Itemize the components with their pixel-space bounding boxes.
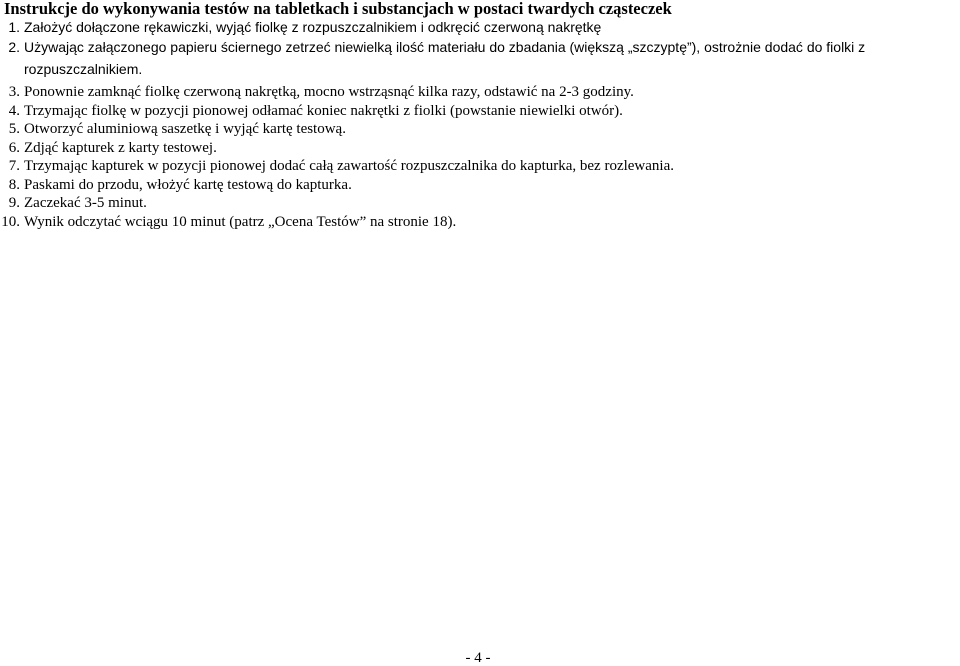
step-number: 3. (8, 84, 20, 100)
step-text: Wynik odczytać wciągu 10 minut (patrz „Ocena Testów” na stronie 18). (24, 213, 457, 230)
page-number (0, 650, 960, 666)
step-number: 5. (8, 121, 20, 137)
step-number: 10. (1, 213, 20, 230)
step-text: Trzymając kapturek w pozycji pionowej dodać całą zawartość rozpuszczalnika do kapturka, bez rozlewania. (24, 158, 675, 174)
step-number: 1. (8, 19, 20, 35)
step-number: 8. (8, 176, 20, 193)
page-number-text: - 4 - (465, 650, 491, 666)
instruction-step-7 (0, 157, 960, 176)
step-number: 7. (8, 158, 20, 174)
step-text: Używając załączonego papieru ściernego zetrzeć niewielką ilość materiału do zbadania (większą „szczyptę”), ostrożnie dodać do fiolki z rozpuszczalnikiem. (24, 39, 866, 77)
step-text: Zdjąć kapturek z karty testowej. (24, 139, 217, 156)
step-text: Ponownie zamknąć fiolkę czerwoną nakrętką, mocno wstrząsnąć kilka razy, odstawić na 2-3 godziny. (24, 84, 634, 100)
step-number: 4. (8, 102, 20, 119)
instruction-step-5 (0, 120, 960, 139)
step-text: Trzymając fiolkę w pozycji pionowej odłamać koniec nakrętki z fiolki (powstanie niewielki otwór). (24, 102, 623, 119)
step-number: 6. (8, 139, 20, 156)
step-text: Zaczekać 3-5 minut. (24, 195, 147, 211)
instruction-step-9 (0, 194, 960, 213)
document-title: Instrukcje do wykonywania testów na tabletkach i substancjach w postaci twardych cząsteczek (4, 0, 672, 18)
step-text: Otworzyć aluminiową saszetkę i wyjąć kartę testową. (24, 121, 346, 137)
instruction-step-8 (0, 176, 960, 195)
step-text: Założyć dołączone rękawiczki, wyjąć fiolkę z rozpuszczalnikiem i odkręcić czerwoną nakrętkę (24, 19, 602, 35)
instruction-step-6 (0, 139, 960, 158)
step-number: 9. (8, 195, 20, 211)
instruction-step-2 (0, 37, 960, 80)
instruction-step-3 (0, 83, 960, 102)
instruction-step-4 (0, 102, 960, 121)
step-text: Paskami do przodu, włożyć kartę testową do kapturka. (24, 176, 352, 193)
instruction-step-1 (0, 18, 960, 37)
instruction-step-10 (0, 213, 960, 232)
step-number: 2. (8, 39, 20, 55)
instruction-list (0, 18, 960, 231)
